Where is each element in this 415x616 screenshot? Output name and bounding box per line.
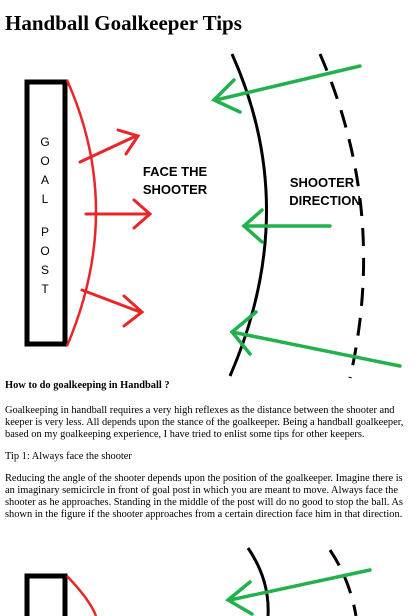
goalkeeper-stance-diagram xyxy=(0,50,415,380)
goalkeeper-diagram-repeat xyxy=(0,540,415,616)
shooter-direction-label: DIRECTION xyxy=(289,193,361,208)
goal-post-letter: O xyxy=(40,244,50,258)
green-arrows xyxy=(214,66,400,366)
article-body xyxy=(5,380,408,531)
dashed-arc xyxy=(320,54,364,378)
tip1-paragraph: Reducing the angle of the shooter depends upon the position of the goalkeeper. Imagine there is an imaginary semicircle in front of goal post in which you are meant to move. Always face the shooter as he approaches. Standing in the middle of the post will do no good to stop the ball. As shown in the figure if the shooter approaches from a certain direction face him in that direction. xyxy=(5,473,403,520)
section-heading: How to do goalkeeping in Handball ? xyxy=(5,380,170,391)
page-title: Handball Goalkeeper Tips xyxy=(5,11,242,35)
intro-paragraph: Goalkeeping in handball requires a very high reflexes as the distance between the shooter and keeper is very less. All depends upon the stance of the goalkeeper. Being a handball goalkeeper, based on my goalkeeping experience, I have tried to enlist some tips for other keepers. xyxy=(5,405,404,440)
dashed-arc xyxy=(330,550,356,616)
goal-post-letter: O xyxy=(40,154,50,168)
goal-post-letter: L xyxy=(41,192,49,206)
face-the-shooter-label: FACE THE xyxy=(142,164,208,179)
green-arrow-left-icon xyxy=(232,332,400,366)
tip1-title: Tip 1: Always face the shooter xyxy=(5,451,132,462)
goal-post-letter: S xyxy=(40,263,50,277)
goal-post-letter: G xyxy=(40,135,50,149)
goal-post-letter: T xyxy=(41,282,49,296)
goal-post-letter: A xyxy=(40,173,50,187)
goal-post-box xyxy=(27,82,65,344)
goal-post-letter: P xyxy=(40,225,50,239)
goalkeeper-semicircle xyxy=(67,576,96,616)
face-the-shooter-label: SHOOTER xyxy=(142,182,208,197)
green-arrow-left-icon xyxy=(216,66,360,100)
goal-post-box xyxy=(27,576,65,616)
shooter-direction-label: SHOOTER xyxy=(289,175,355,190)
